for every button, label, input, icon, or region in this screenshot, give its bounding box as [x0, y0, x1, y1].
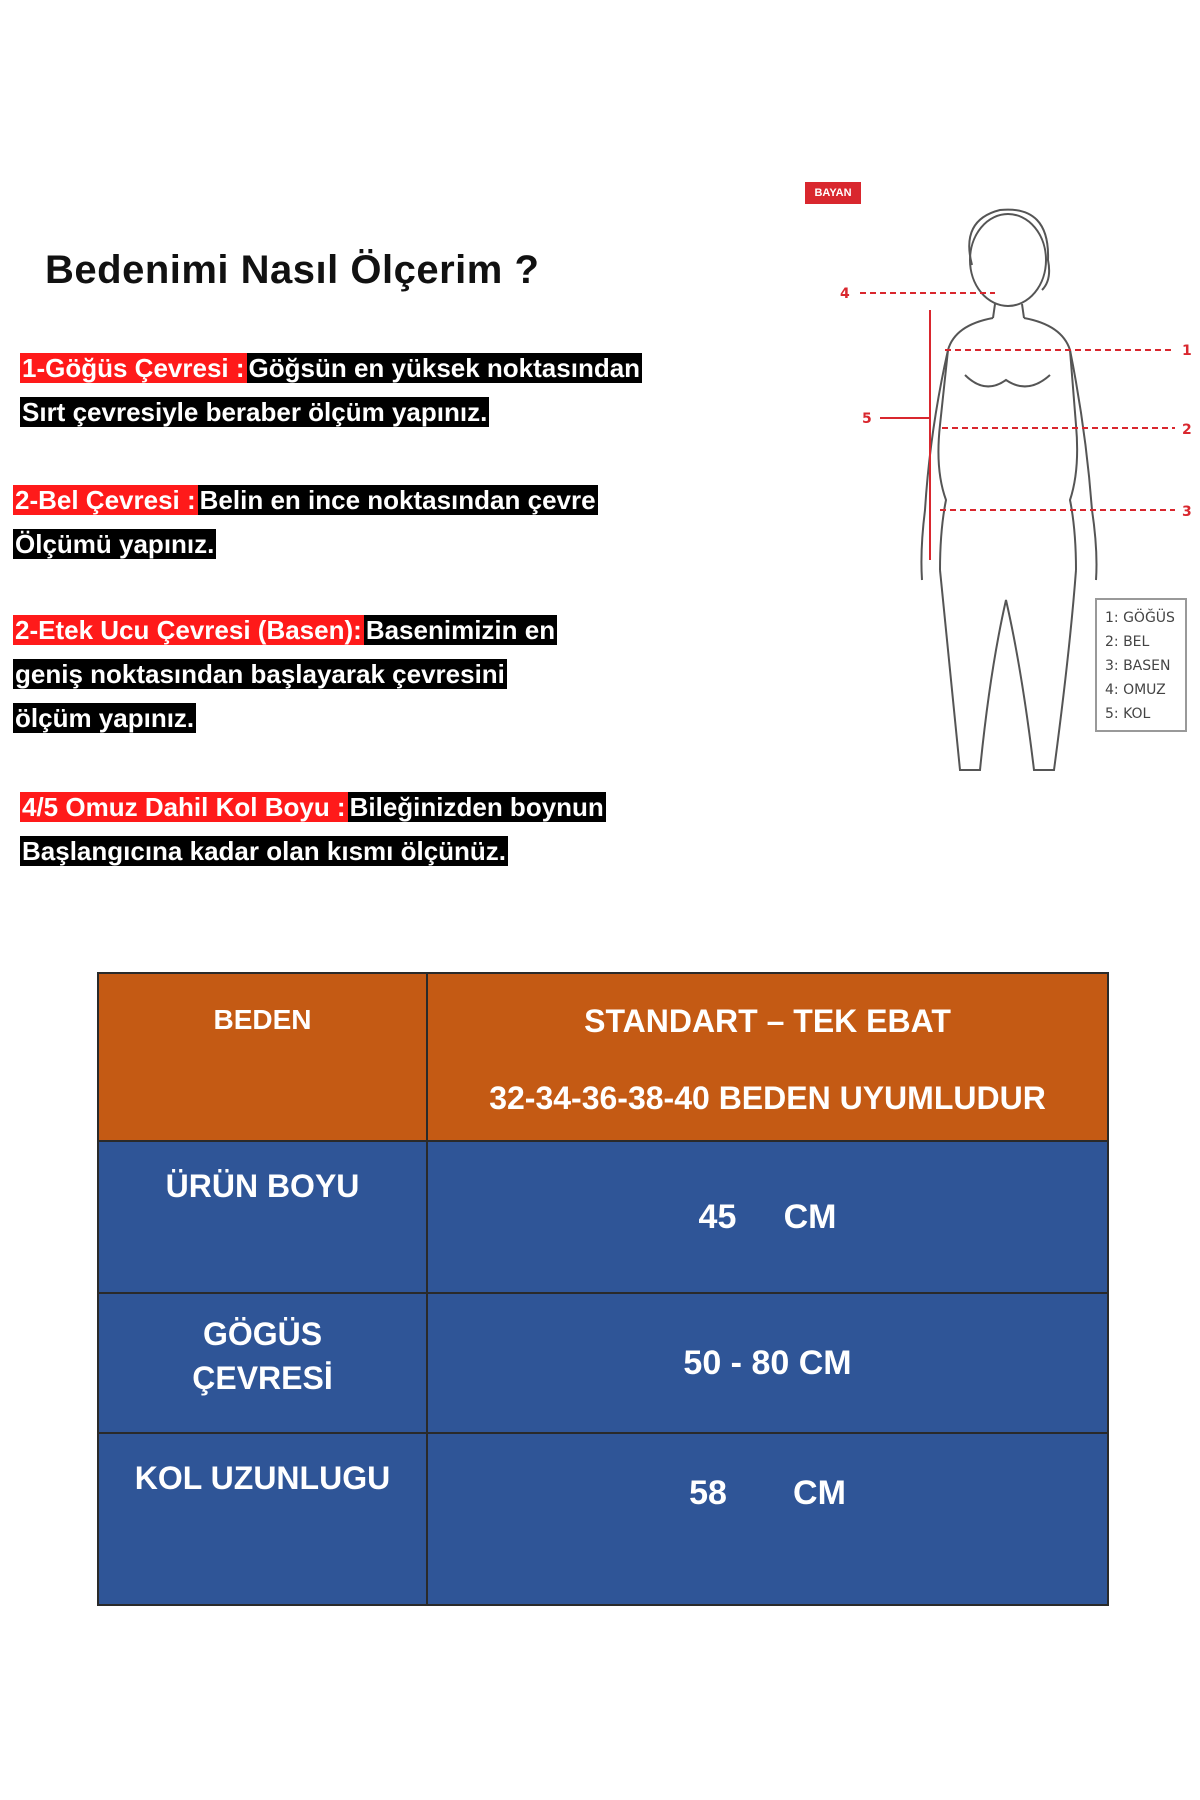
header-size-range: 32-34-36-38-40 BEDEN UYUMLUDUR	[489, 1080, 1046, 1116]
table-row	[98, 1433, 1108, 1605]
instruction-text: Belin en ince noktasından çevre	[199, 485, 596, 515]
header-standard: STANDART – TEK EBAT	[584, 1003, 951, 1039]
instruction-text: Basenimizin en	[365, 615, 556, 645]
row-value-product-length: 45 CM	[427, 1141, 1108, 1293]
figure-torso	[938, 318, 1077, 570]
instruction-hip	[13, 608, 557, 740]
table-header-value	[427, 973, 1108, 1141]
instruction-chest	[20, 346, 642, 434]
measurement-legend	[1095, 598, 1187, 732]
figure-legs	[940, 570, 1076, 770]
marker-5: 5	[862, 411, 872, 427]
instruction-arm	[20, 785, 606, 873]
instruction-text: Başlangıcına kadar olan kısmı ölçünüz.	[22, 836, 507, 866]
instruction-label: 2-Bel Çevresi :	[15, 485, 196, 515]
size-table	[97, 972, 1109, 1606]
legend-item: 3: BASEN	[1105, 658, 1171, 674]
gender-badge: BAYAN	[805, 182, 861, 204]
marker-3: 3	[1182, 504, 1192, 520]
table-header-label: BEDEN	[98, 973, 427, 1141]
row-label-chest-line1: GÖGÜS	[202, 1316, 323, 1352]
instruction-label: 2-Etek Ucu Çevresi (Basen):	[15, 615, 362, 645]
page-title: Bedenimi Nasıl Ölçerim ?	[45, 248, 540, 292]
legend-item: 1: GÖĞÜS	[1105, 610, 1175, 626]
legend-item: 2: BEL	[1105, 634, 1150, 650]
marker-4: 4	[840, 286, 850, 302]
marker-1: 1	[1182, 343, 1192, 359]
row-label-arm-length: KOL UZUNLUGU	[98, 1433, 427, 1605]
instruction-text: ölçüm yapınız.	[15, 703, 195, 733]
instruction-text: Bileğinizden boynun	[349, 792, 604, 822]
figure-bust	[965, 375, 1050, 386]
table-header-row	[98, 973, 1108, 1141]
row-label-chest	[98, 1293, 427, 1433]
marker-2: 2	[1182, 422, 1192, 438]
row-label-chest-line2: ÇEVRESİ	[192, 1360, 333, 1396]
instruction-text: Ölçümü yapınız.	[15, 529, 215, 559]
instruction-label: 4/5 Omuz Dahil Kol Boyu :	[22, 792, 346, 822]
row-value-chest: 50 - 80 CM	[427, 1293, 1108, 1433]
figure-right-arm	[1070, 350, 1097, 580]
instruction-text: geniş noktasından başlayarak çevresini	[15, 659, 505, 689]
figure-hair	[969, 210, 1049, 290]
instruction-waist	[13, 478, 598, 566]
table-row	[98, 1293, 1108, 1433]
instruction-text: Sırt çevresiyle beraber ölçüm yapınız.	[22, 397, 488, 427]
instruction-text: Göğsün en yüksek noktasından	[248, 353, 641, 383]
row-label-product-length: ÜRÜN BOYU	[98, 1141, 427, 1293]
legend-item: 5: KOL	[1105, 706, 1151, 722]
table-row	[98, 1141, 1108, 1293]
row-value-arm-length: 58 CM	[427, 1433, 1108, 1605]
instruction-label: 1-Göğüs Çevresi :	[22, 353, 245, 383]
legend-item: 4: OMUZ	[1105, 682, 1166, 698]
measurement-lines	[860, 293, 1175, 560]
